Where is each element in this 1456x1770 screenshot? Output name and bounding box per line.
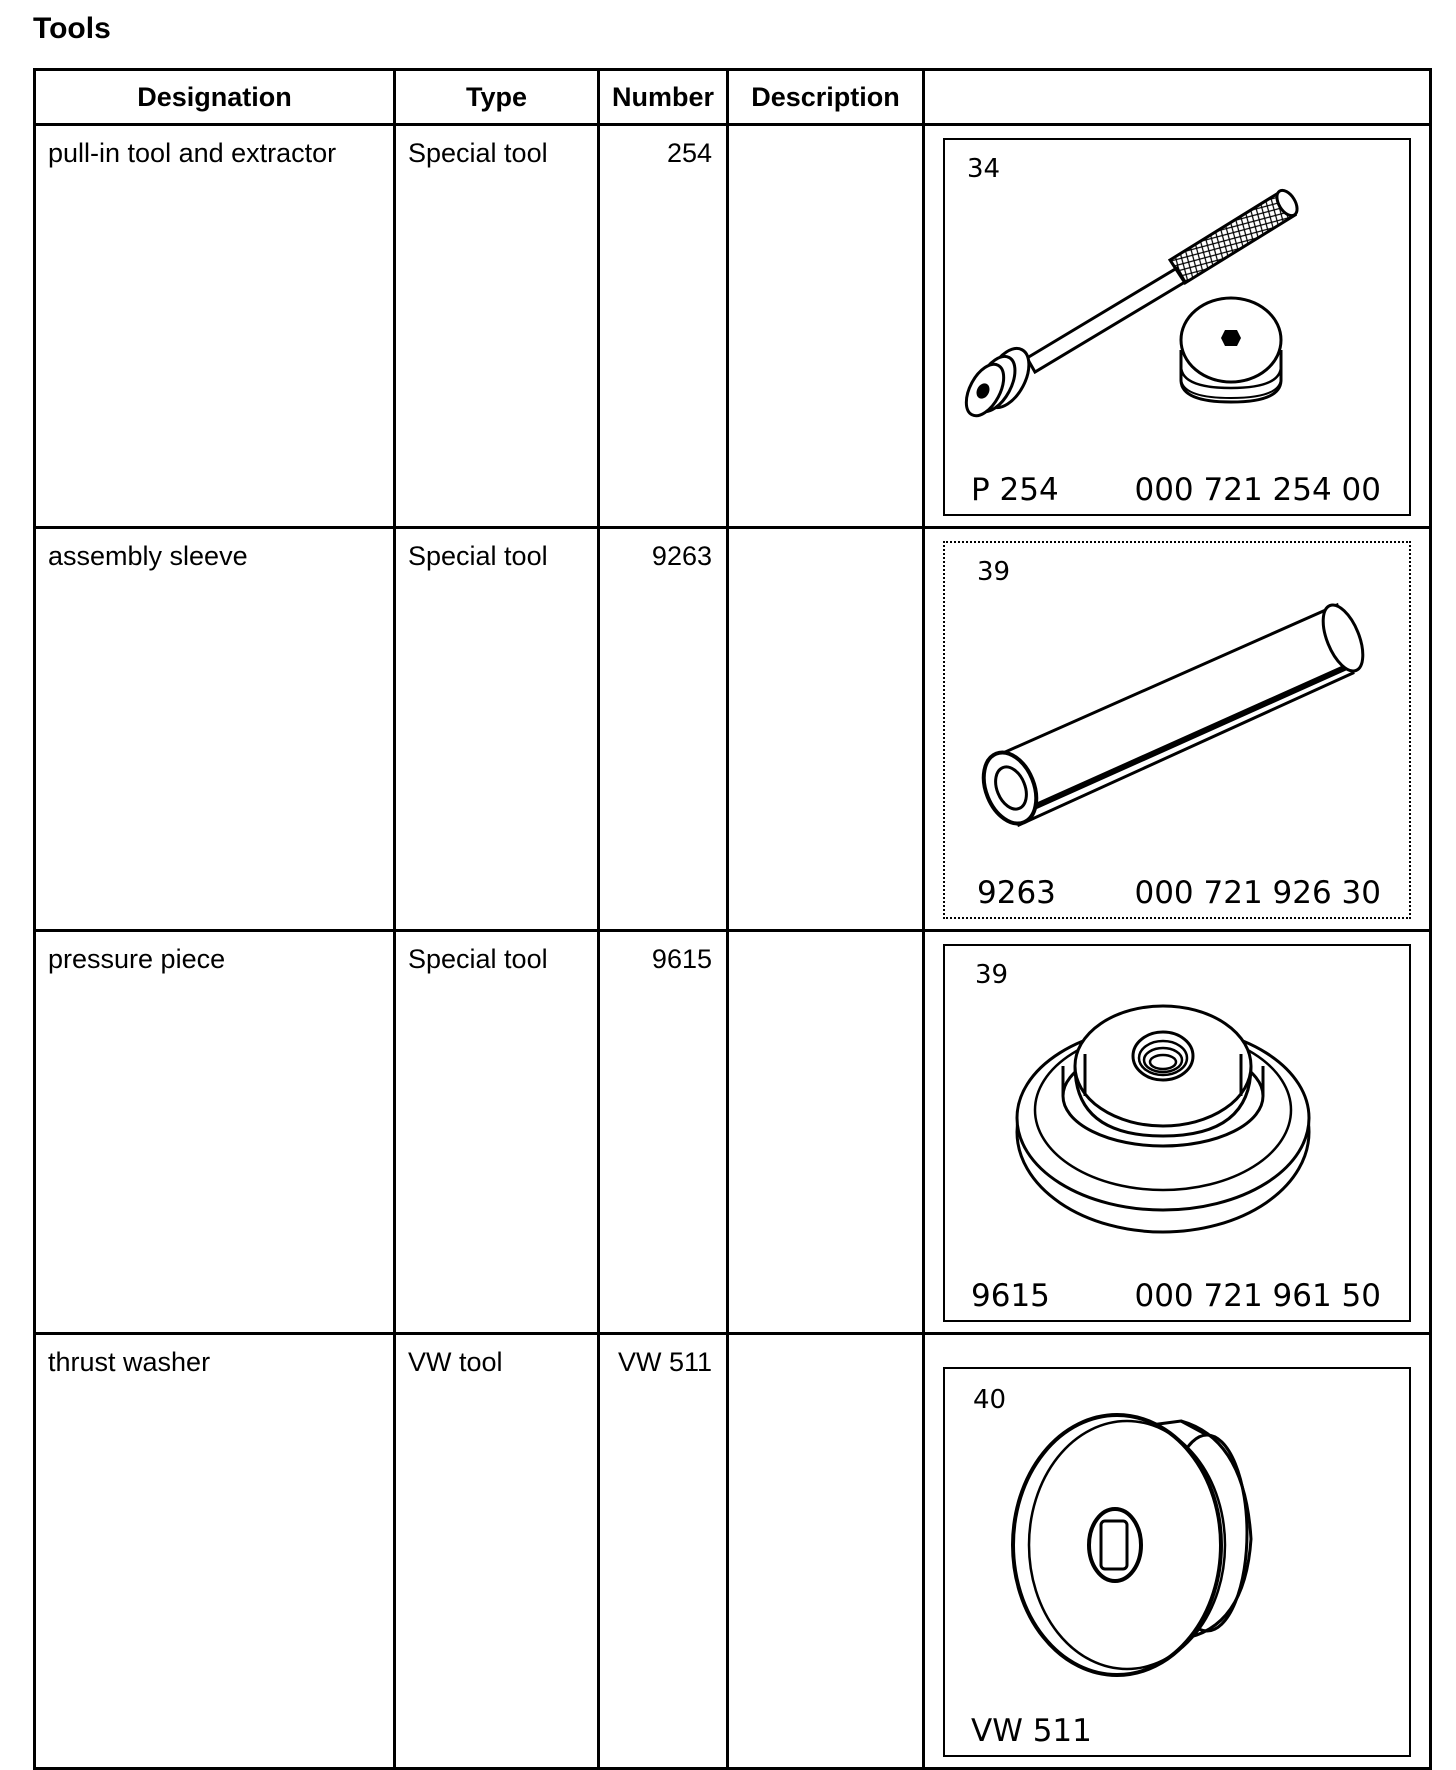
- cell-description: [728, 931, 924, 1334]
- cell-image: [924, 931, 1431, 1334]
- tools-table: [33, 68, 1432, 1770]
- column-header-designation: Designation: [35, 70, 395, 125]
- tool-figure: [943, 944, 1411, 1322]
- thrust-washer-drawing: [945, 1369, 1410, 1749]
- cell-designation: pull-in tool and extractor: [35, 125, 395, 528]
- figure-tool-code: 9615: [971, 1278, 1050, 1314]
- figure-number: 34: [967, 154, 1001, 184]
- figure-number: 39: [977, 557, 1011, 587]
- cell-type: Special tool: [395, 125, 599, 528]
- cell-number: 9263: [599, 528, 728, 931]
- figure-tool-code: P 254: [971, 472, 1059, 508]
- figure-part-number: 000 721 961 50: [1134, 1278, 1381, 1314]
- cell-type: Special tool: [395, 931, 599, 1334]
- column-header-type: Type: [395, 70, 599, 125]
- figure-part-number: 000 721 926 30: [1134, 875, 1381, 911]
- cell-designation: assembly sleeve: [35, 528, 395, 931]
- cell-designation: pressure piece: [35, 931, 395, 1334]
- page-title: Tools: [33, 12, 111, 45]
- figure-number: 39: [975, 960, 1009, 990]
- column-header-number: Number: [599, 70, 728, 125]
- figure-tool-code: VW 511: [971, 1713, 1092, 1749]
- cell-image: [924, 528, 1431, 931]
- figure-number: 40: [973, 1385, 1007, 1415]
- table-row: [35, 931, 1431, 1334]
- cell-description: [728, 528, 924, 931]
- cell-number: 254: [599, 125, 728, 528]
- table-row: [35, 125, 1431, 528]
- tool-figure: [943, 541, 1411, 919]
- pull-in-tool-drawing: [945, 140, 1410, 506]
- assembly-sleeve-drawing: [945, 543, 1410, 909]
- table-row: [35, 528, 1431, 931]
- table-row: [35, 1334, 1431, 1769]
- cell-number: 9615: [599, 931, 728, 1334]
- cell-image: [924, 125, 1431, 528]
- column-header-description: Description: [728, 70, 924, 125]
- cell-number: VW 511: [599, 1334, 728, 1769]
- table-header-row: [35, 70, 1431, 125]
- cell-description: [728, 125, 924, 528]
- cell-type: Special tool: [395, 528, 599, 931]
- tool-figure: [943, 138, 1411, 516]
- tool-figure: [943, 1367, 1411, 1757]
- column-header-image: [924, 70, 1431, 125]
- cell-designation: thrust washer: [35, 1334, 395, 1769]
- cell-description: [728, 1334, 924, 1769]
- figure-part-number: 000 721 254 00: [1134, 472, 1381, 508]
- pressure-piece-drawing: [945, 946, 1410, 1312]
- cell-image: [924, 1334, 1431, 1769]
- figure-tool-code: 9263: [977, 875, 1056, 911]
- cell-type: VW tool: [395, 1334, 599, 1769]
